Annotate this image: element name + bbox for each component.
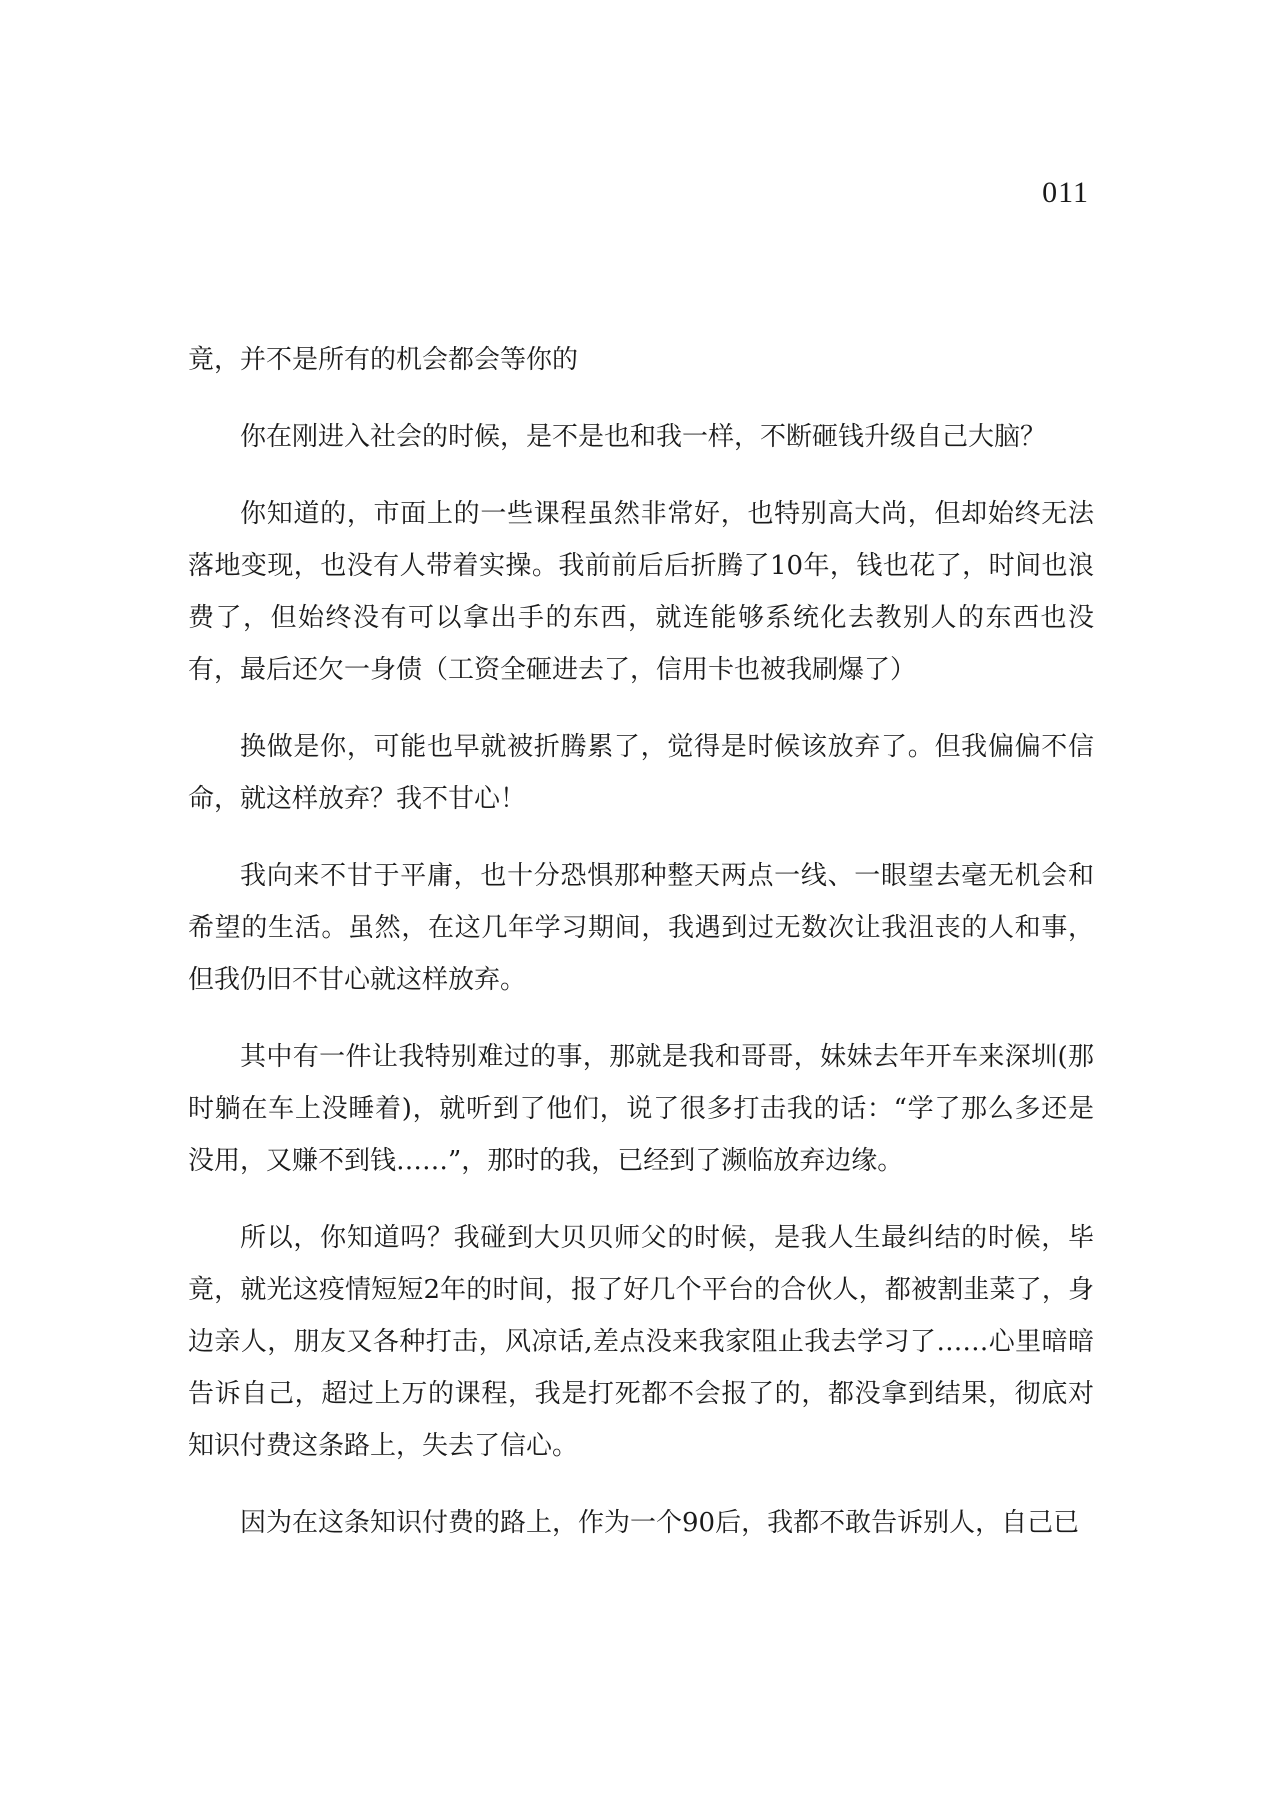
paragraph: 我向来不甘于平庸，也十分恐惧那种整天两点一线、一眼望去毫无机会和希望的生活。虽然，在这几年学习期间，我遇到过无数次让我沮丧的人和事，但我仍旧不甘心就这样放弃。 (188, 861, 1094, 995)
paragraph: 换做是你，可能也早就被折腾累了，觉得是时候该放弃了。但我偏偏不信命，就这样放弃？我不甘心！ (188, 732, 1094, 814)
paragraph: 因为在这条知识付费的路上，作为一个90后，我都不敢告诉别人，自己已 (240, 1508, 1080, 1538)
body-text (188, 334, 1094, 1574)
paragraph: 其中有一件让我特别难过的事，那就是我和哥哥，妹妹去年开车来深圳(那时躺在车上没睡着)，就听到了他们，说了很多打击我的话：“学了那么多还是没用，又赚不到钱……”，那时的我，已经到了濒临放弃边缘。 (188, 1042, 1094, 1176)
paragraph: 所以，你知道吗？我碰到大贝贝师父的时候，是我人生最纠结的时候，毕竟，就光这疫情短短2年的时间，报了好几个平台的合伙人，都被割韭菜了，身边亲人，朋友又各种打击，风凉话,差点没来我家阻止我去学习了……心里暗暗告诉自己，超过上万的课程，我是打死都不会报了的，都没拿到结果，彻底对知识付费这条路上，失去了信心。 (188, 1223, 1094, 1461)
paragraph: 你在刚进入社会的时候，是不是也和我一样，不断砸钱升级自己大脑？ (240, 422, 1047, 452)
paragraph: 你知道的，市面上的一些课程虽然非常好，也特别高大尚，但却始终无法落地变现，也没有人带着实操。我前前后后折腾了10年，钱也花了，时间也浪费了，但始终没有可以拿出手的东西，就连能够系统化去教别人的东西也没有，最后还欠一身债（工资全砸进去了，信用卡也被我刷爆了） (188, 499, 1094, 685)
page-number: 011 (1042, 176, 1089, 209)
paragraph: 竟，并不是所有的机会都会等你的 (188, 345, 579, 375)
